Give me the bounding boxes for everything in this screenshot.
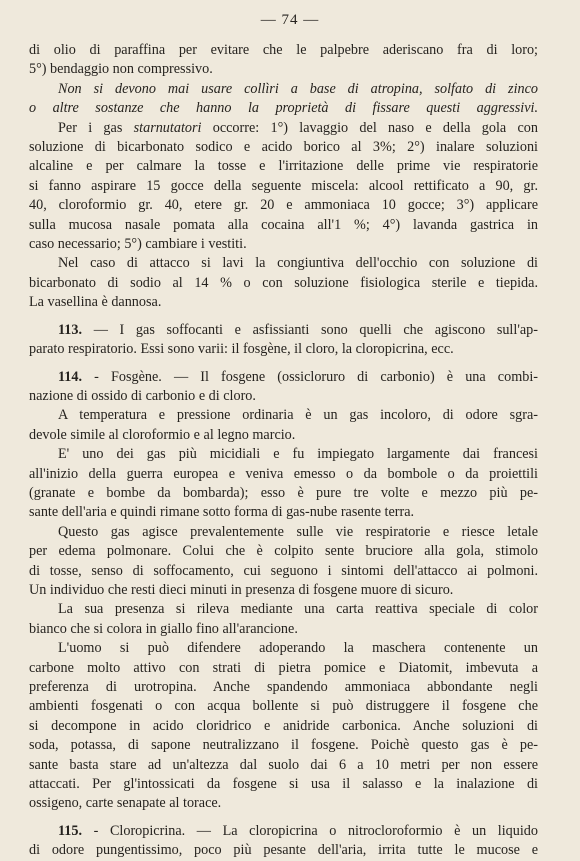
body-line: Nel caso di attacco si lavi la congiuntiva dell'occhio con soluzione di <box>58 255 538 272</box>
body-line: si decompone in acido cloridrico e anidride carbonica. Anche soluzioni di <box>29 717 538 734</box>
emphasized-term: 115. <box>58 822 83 839</box>
body-line: 40, cloroformio gr. 40, etere gr. 20 e ammoniaca 10 gocce; 3°) applicare <box>29 197 538 214</box>
body-line: sulla mucosa nasale pomata alla cocaina all'1 %; 4°) lavanda gastrica in <box>29 216 538 233</box>
body-line: si fanno aspirare 15 gocce della seguente miscela: alcool rettificato a 90, gr. <box>29 177 538 194</box>
body-line: Un individuo che resti dieci minuti in presenza di fosgene muore di sicuro. <box>29 581 454 598</box>
body-line: di odore pungentissimo, poco più pesante dell'aria, irrita tutte le mucose e <box>29 842 538 859</box>
body-line: La vasellina è dannosa. <box>29 294 162 311</box>
body-line: E' uno dei gas più micidiali e fu impiegato largamente dai francesi <box>58 446 538 463</box>
body-line: Questo gas agisce prevalentemente sulle vie respiratorie e riesce letale <box>58 523 538 540</box>
body-line: bicarbonato di sodio al 14 % o con soluzione fisiologica sterile e tiepida. <box>29 274 538 291</box>
body-line: devole simile al cloroformio e al legno marcio. <box>29 426 296 443</box>
page-number: — 74 — <box>260 12 320 28</box>
body-line: nazione di ossido di carbonio e di cloro. <box>29 387 256 404</box>
body-line: alcaline e per calmare la tosse e l'irritazione delle prime vie respiratorie <box>29 158 538 175</box>
body-line: bianco che si colora in giallo fino all'arancione. <box>29 620 298 637</box>
body-line: attaccati. Per gl'intossicati da fosgene si usa il salasso e la inalazione di <box>29 776 538 793</box>
section-114-heading-line: 114. - Fosgène. — Il fosgene (ossicloruro di carbonio) è una combi- <box>58 368 538 385</box>
warning-line: Non si devono mai usare collìri a base di atropina, solfato di zinco <box>58 80 538 97</box>
body-line: ambienti fosgenati o con acqua bollente si può distruggere il fosgene che <box>29 698 538 715</box>
body-line: per edema polmonare. Colui che è colpito sente bruciore alla gola, stimolo <box>29 543 538 560</box>
body-line: 5°) bendaggio non compressivo. <box>29 61 213 78</box>
body-line: soluzione di bicarbonato sodico e acido borico al 3%; 2°) inalare soluzioni <box>29 139 538 156</box>
warning-line: o altre sostanze che hanno la proprietà di fissare questi aggressivi. <box>29 100 538 117</box>
emphasized-term: starnutatori <box>133 119 202 136</box>
body-line: caso necessario; 5°) cambiare i vestiti. <box>29 236 247 253</box>
body-line: A temperatura e pressione ordinaria è un gas incoloro, di odore sgra- <box>58 407 538 424</box>
emphasized-term: 113. <box>58 321 83 338</box>
body-line: Per i gas starnutatori occorre: 1°) lavaggio del naso e della gola con <box>58 119 538 136</box>
body-line: preferenza di urotropina. Anche spandendo ammoniaca abbondante negli <box>29 679 538 695</box>
section-113-line: parato respiratorio. Essi sono varii: il fosgène, il cloro, la cloropicrina, ecc. <box>29 341 454 358</box>
section-113-line: 113. — I gas soffocanti e asfissianti sono quelli che agiscono sull'ap- <box>58 321 538 338</box>
body-line: ossigeno, carte senapate al torace. <box>29 795 222 812</box>
page-body <box>29 41 538 861</box>
body-line: soda, potassa, di sapone neutralizzano il fosgene. Poichè questo gas è pe- <box>29 737 538 754</box>
body-line: (granate e bombe da bombarda); esso è pure tre volte e mezzo più pe- <box>29 484 538 501</box>
body-line: di olio di paraffina per evitare che le palpebre aderiscano fra di loro; <box>29 42 538 58</box>
body-line: all'inizio della guerra europea e veniva emesso o da bombole o da proiettili <box>29 465 538 482</box>
body-line: L'uomo si può difendere adoperando la maschera contenente un <box>58 640 538 657</box>
body-line: carbone molto attivo con strati di pietra pomice e Diatomit, imbevuta a <box>29 659 538 676</box>
emphasized-term: 114. <box>58 368 83 385</box>
body-line: sante dell'aria e quindi rimane sotto forma di gas-nube rasente terra. <box>29 504 415 521</box>
body-line: di tosse, senso di soffocamento, cui seguono i sintomi dell'attacco ai polmoni. <box>29 562 538 579</box>
body-line: sante basta stare ad un'altezza dal suolo dai 6 a 10 metri per non essere <box>29 756 538 773</box>
body-line: La sua presenza si rileva mediante una carta reattiva speciale di color <box>58 601 538 618</box>
section-115-heading-line: 115. - Cloropicrina. — La cloropicrina o nitrocloroformio è un liquido <box>58 822 538 839</box>
